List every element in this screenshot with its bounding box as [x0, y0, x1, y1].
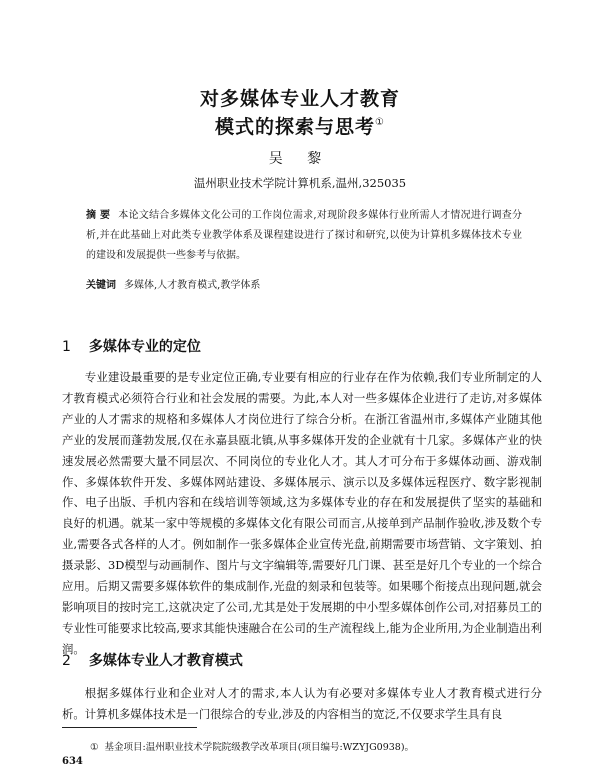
title-footnote-marker[interactable]: ① [375, 117, 385, 128]
section-2-heading [62, 650, 243, 670]
footnote [90, 739, 414, 753]
section-1-paragraph: 专业建设最重要的是专业定位正确,专业要有相应的行业存在作为依赖,我们专业所制定的人才教育模式必须符合行业和社会发展的需要。为此,本人对一些多媒体企业进行了走访,对多媒体产业的人才需求的规格和多媒体人才岗位进行了综合分析。在浙江省温州市,多媒体产业随其他产业的发展而蓬勃发展,仅在永嘉县瓯北镇,从事多媒体开发的企业就有十几家。多媒体产业的快速发展必然需要大量不同层次、不同岗位的专业化人才。其人才可分布于多媒体动画、游戏制作、多媒体软件开发、多媒体网站建设、多媒体展示、演示以及多媒体远程医疗、数字影视制作、电子出版、手机内容和在线培训等领域,这为多媒体专业的存在和发展提供了坚实的基础和良好的机遇。就某一家中等规模的多媒体文化有限公司而言,从接单到产品制作验收,涉及数个专业,需要各式各样的人才。例如制作一张多媒体企业宣传光盘,前期需要市场营销、文字策划、拍摄录影、3D模型与动画制作、图片与文字编辑等,需要好几门课、甚至是好几个专业的一个综合应用。后期又需要多媒体软件的集成制作,光盘的刻录和包装等。如果哪个衔接点出现问题,就会影响项目的按时完工,这就决定了公司,尤其是处于发展期的中小型多媒体创作公司,对招募员工的专业性可能要求比较高,要求其能快速融合在公司的生产流程线上,能为企业所用,为企业制造出利润。 [62, 370, 542, 656]
abstract-label: 摘 要 [86, 210, 111, 221]
footnote-text: 基金项目:温州职业技术学院院级教学改革项目(项目编号:WZYJG0938)。 [104, 742, 415, 753]
footnote-divider [62, 727, 197, 728]
section-1-heading [62, 336, 201, 356]
keywords-label: 关键词 [86, 280, 116, 291]
keywords [86, 276, 522, 296]
section-1-number: 1 [62, 339, 71, 355]
section-2-paragraph: 根据多媒体行业和企业对人才的需求,本人认为有必要对多媒体专业人才教育模式进行分析。计算机多媒体技术是一门很综合的专业,涉及的内容相当的宽泛,不仅要求学生具有良 [62, 686, 542, 721]
title-line-2-text: 模式的探索与思考 [215, 116, 376, 138]
abstract-text: 本论文结合多媒体文化公司的工作岗位需求,对现阶段多媒体行业所需人才情况进行调查分析,并在此基础上对此类专业教学体系及课程建设进行了探讨和研究,以使为计算机多媒体技术专业的建设和发展提供一些参考与依据。 [86, 210, 522, 261]
author-name: 吴 黎 [268, 151, 332, 167]
paper-title-line-2 [0, 111, 600, 139]
section-2-title: 多媒体专业人才教育模式 [88, 653, 243, 669]
title-line-1-text: 对多媒体专业人才教育 [199, 88, 400, 110]
paper-title-line-1 [0, 87, 600, 111]
section-2-number: 2 [62, 653, 71, 669]
keywords-text: 多媒体,人才教育模式,教学体系 [124, 280, 261, 291]
page-number: 634 [62, 756, 83, 767]
footnote-marker: ① [90, 742, 99, 753]
author-affiliation: 温州职业技术学院计算机系,温州,325035 [193, 176, 407, 190]
section-1-title: 多媒体专业的定位 [88, 339, 201, 355]
abstract [86, 206, 522, 266]
